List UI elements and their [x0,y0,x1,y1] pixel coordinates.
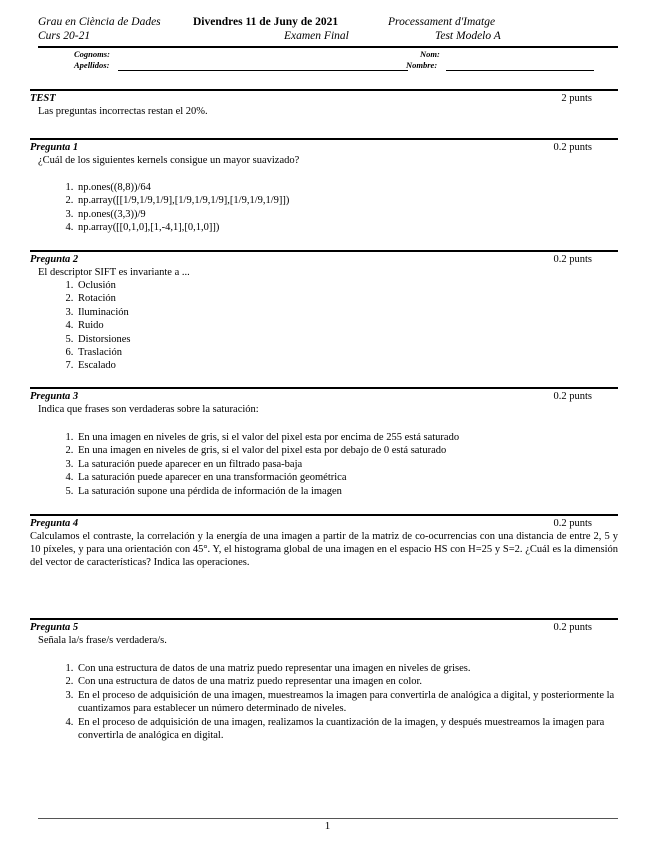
option-item[interactable]: 3. Iluminación [76,306,616,319]
option-item[interactable]: 1. np.ones((8,8))/64 [76,181,616,194]
test-title: TEST [30,93,56,104]
nombre-label: Nombre: [406,60,438,70]
question-text: Calculamos el contraste, la correlación y la energía de una imagen a partir de la matriz de co-ocurrencias con una distancia de entre 2, 5 y 10 píxeles, y para una orientación con 45°. Y, el histograma global de una imagen en el espacio HS con H=25 y S=2. ¿Cuál es la dimensión del vector de características? Indica las operaciones. [30,531,618,568]
option-item[interactable]: 5. Distorsiones [76,333,616,346]
option-item[interactable]: 1. Oclusión [76,279,616,292]
section-rule [30,138,618,140]
options-list [30,662,616,742]
header-model: Test Modelo A [435,30,501,42]
header-degree: Grau en Ciència de Dades [38,16,161,28]
question-5 [30,618,618,758]
name-fields [38,49,618,73]
header-exam-type: Examen Final [284,30,349,42]
question-points: 0.2 punts [553,391,592,402]
question-title: Pregunta 1 [30,142,79,153]
exam-header [38,14,618,46]
option-item[interactable]: 2. np.array([[1/9,1/9,1/9],[1/9,1/9,1/9],[1/9,1/9,1/9]]) [76,194,616,207]
option-item[interactable]: 3. En el proceso de adquisición de una imagen, muestreamos la imagen para convertirla de analógica a digital, y posteriormente la cuantizamos para establecer un número determinado de niveles. [76,689,616,716]
option-item[interactable]: 3. La saturación puede aparecer en un filtrado pasa-baja [76,458,616,471]
header-course: Curs 20-21 [38,30,91,42]
question-title: Pregunta 5 [30,622,79,633]
question-points: 0.2 punts [553,622,592,633]
option-item[interactable]: 4. np.array([[0,1,0],[1,-4,1],[0,1,0]]) [76,221,616,234]
question-title: Pregunta 3 [30,391,79,402]
section-rule [30,250,618,252]
header-subject: Processament d'Imatge [388,16,496,28]
question-2 [30,250,618,380]
page-number: 1 [324,820,331,832]
option-item[interactable]: 5. La saturación supone una pérdida de información de la imagen [76,485,616,498]
option-item[interactable]: 2. Con una estructura de datos de una matriz puedo representar una imagen en color. [76,675,616,688]
option-item[interactable]: 7. Escalado [76,359,616,372]
question-points: 0.2 punts [553,142,592,153]
test-section [30,89,618,129]
question-text: Indica que frases son verdaderas sobre la saturación: [38,404,259,415]
header-row-2 [38,30,618,44]
test-note: Las preguntas incorrectas restan el 20%. [38,106,208,117]
section-rule [30,618,618,620]
section-rule [30,387,618,389]
question-text: El descriptor SIFT es invariante a ... [38,267,190,278]
question-title: Pregunta 4 [30,518,79,529]
option-item[interactable]: 6. Traslación [76,346,616,359]
question-4 [30,514,618,614]
options-list [30,181,616,235]
test-points: 2 punts [561,93,592,104]
option-item[interactable]: 1. En una imagen en niveles de gris, si el valor del pixel esta por encima de 255 está saturado [76,431,616,444]
option-item[interactable]: 3. np.ones((3,3))/9 [76,208,616,221]
question-title: Pregunta 2 [30,254,79,265]
options-list [30,431,616,498]
surname-field[interactable] [118,70,408,71]
question-text: ¿Cuál de los siguientes kernels consigue un mayor suavizado? [38,155,300,166]
section-rule [30,514,618,516]
header-divider [38,46,618,48]
question-1 [30,138,618,248]
option-item[interactable]: 4. En el proceso de adquisición de una imagen, realizamos la cuantización de la imagen, y después muestreamos la imagen para convertirla de analógica en digital. [76,716,616,743]
option-item[interactable]: 4. Ruido [76,319,616,332]
option-item[interactable]: 2. En una imagen en niveles de gris, si el valor del pixel esta por debajo de 0 está saturado [76,444,616,457]
question-text: Señala la/s frase/s verdadera/s. [38,635,167,646]
apellidos-label: Apellidos: [74,60,110,70]
option-item[interactable]: 4. La saturación puede aparecer en una transformación geométrica [76,471,616,484]
name-field[interactable] [446,70,594,71]
nom-label: Nom: [420,49,440,59]
footer-divider [38,818,618,819]
header-row-1 [38,16,618,30]
question-3 [30,387,618,507]
option-item[interactable]: 1. Con una estructura de datos de una matriz puedo representar una imagen en niveles de grises. [76,662,616,675]
options-list [30,279,616,373]
cognoms-label: Cognoms: [74,49,110,59]
section-rule [30,89,618,91]
question-points: 0.2 punts [553,518,592,529]
option-item[interactable]: 2. Rotación [76,292,616,305]
header-date: Divendres 11 de Juny de 2021 [193,16,339,28]
question-points: 0.2 punts [553,254,592,265]
